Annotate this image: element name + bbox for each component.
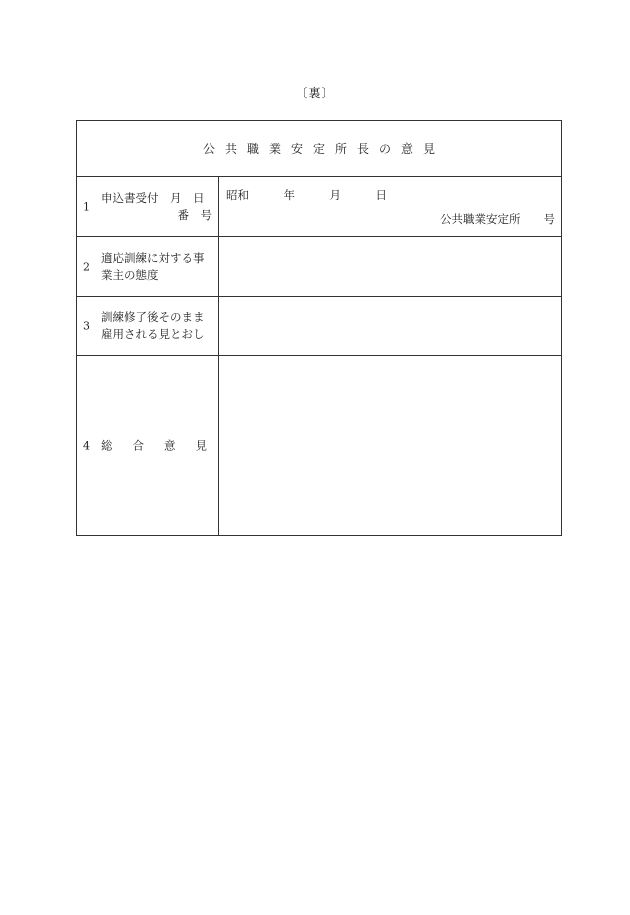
row-label	[101, 190, 212, 224]
form-title: 公共職業安定所長の意見	[77, 121, 561, 177]
form-row-employment-outlook	[77, 297, 561, 356]
reception-date-text: 昭和 年 月 日	[226, 188, 387, 202]
row-label-cell	[77, 237, 219, 296]
row-number: 4	[83, 439, 90, 452]
reception-entry-cell[interactable]	[219, 177, 561, 236]
row-label-line2: 番 号	[177, 207, 212, 222]
form-row-employer-attitude	[77, 237, 561, 297]
row-label	[101, 437, 227, 454]
row-label-cell	[77, 177, 219, 236]
row-label-cell	[77, 356, 227, 535]
form-row-reception	[77, 177, 561, 237]
employment-outlook-entry-cell[interactable]	[219, 297, 561, 355]
opinion-form-table	[76, 120, 562, 536]
row-label-line1: 適応訓練に対する事	[101, 250, 205, 265]
row-number: 3	[83, 319, 90, 333]
row-label-line1: 訓練修了後そのまま	[101, 310, 205, 324]
row-label-line2: 業主の態度	[101, 267, 159, 282]
row-label-line1: 総合意見	[101, 438, 227, 452]
row-number: 1	[83, 200, 90, 213]
page-side-mark: 〔裏〕	[295, 86, 335, 100]
office-number-text: 公共職業安定所 号	[440, 212, 555, 226]
row-label-line1: 申込書受付 月 日	[101, 190, 205, 205]
overall-opinion-entry-cell[interactable]	[219, 356, 561, 535]
row-label-line2: 雇用される見とおし	[101, 327, 205, 341]
employer-attitude-entry-cell[interactable]	[219, 237, 561, 296]
row-label	[101, 250, 212, 284]
row-label	[101, 309, 212, 343]
row-label-cell	[77, 297, 219, 355]
form-row-overall-opinion	[77, 356, 561, 535]
row-number: 2	[83, 260, 90, 273]
